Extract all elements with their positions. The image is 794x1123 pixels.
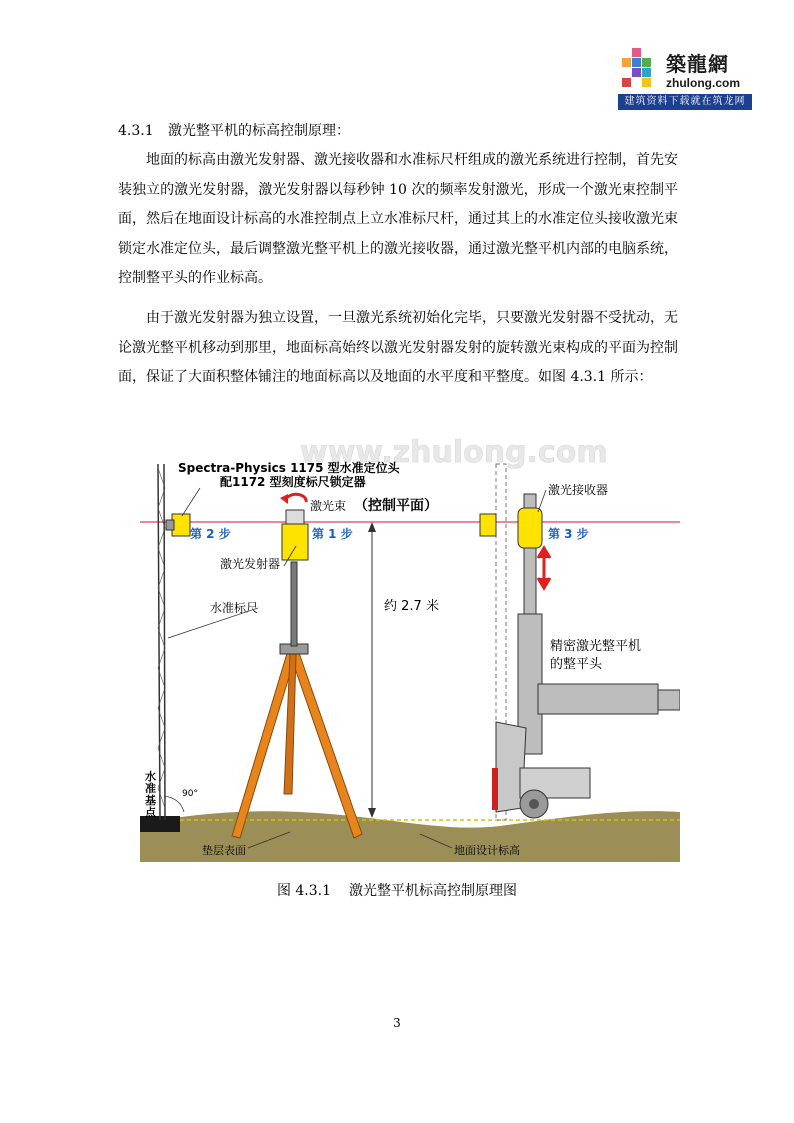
- right-staff-level-head: [480, 514, 496, 536]
- section-title: 激光整平机的标高控制原理：: [168, 123, 350, 139]
- rotation-arrowhead: [280, 494, 288, 504]
- figure-caption: [0, 880, 794, 900]
- screed-blade: [492, 768, 498, 810]
- design-level-label: 地面设计标高: [454, 844, 520, 857]
- emitter-pole: [291, 562, 297, 646]
- angle-label: 90°: [182, 789, 198, 799]
- screed-label-line1: 精密激光整平机: [550, 639, 642, 654]
- section-number: 4.3.1: [118, 123, 154, 139]
- laser-emitter-top: [286, 510, 304, 524]
- logo-site: zhulong.com: [666, 76, 740, 90]
- screed-arm: [538, 684, 658, 714]
- step-1-label: 第 1 步: [312, 527, 353, 541]
- height-label: 约 2.7 米: [384, 599, 439, 614]
- control-plane-label: （控制平面）: [354, 498, 438, 514]
- logo-cubes-icon: [618, 46, 662, 92]
- logo-tagline: 建筑资料下载就在筑龙网: [618, 94, 752, 110]
- model-label-line1: Spectra-Physics 1175 型水准定位头: [178, 461, 400, 475]
- height-arrow-bottom: [368, 808, 376, 818]
- receiver-label: 激光接收器: [548, 483, 609, 497]
- benchmark-label-2: 准: [145, 782, 156, 795]
- diagram-svg: [140, 428, 680, 868]
- page-number: 3: [393, 1016, 401, 1030]
- emitter-label: 激光发射器: [220, 557, 281, 571]
- cushion-label: 垫层表面: [202, 844, 246, 857]
- screed-wheel-hub: [529, 799, 539, 809]
- staff-head-clamp: [166, 520, 174, 530]
- height-arrow-top: [368, 522, 376, 532]
- paragraph-1: 地面的标高由激光发射器、激光接收器和水准标尺杆组成的激光系统进行控制，首先安装独立的激光发射器，激光发射器以每秒钟 10 次的频率发射激光，形成一个激光束控制平面，然后在地面设计标高的水准控制点上立水准标尺杆，通过其上的水准定位头接收激光束锁定水准定位头，最后调整激光整平机上的激光接收器，通过激光整平机内部的电脑系统，控制整平头的作业标高。: [118, 152, 678, 286]
- rotation-arrow-icon: [286, 494, 306, 502]
- watermark: www.zhulong.com: [300, 435, 608, 470]
- benchmark-label-1: 水: [145, 770, 156, 783]
- staff-level-head: [172, 514, 190, 536]
- zhulong-logo: [618, 46, 752, 112]
- benchmark-label-3: 基: [145, 794, 156, 807]
- section-heading: [118, 120, 350, 140]
- caption-number: 图 4.3.1: [276, 883, 332, 899]
- logo-title: 築龍網: [666, 52, 729, 76]
- model-label-line2: 配1172 型刻度标尺锁定器: [220, 475, 366, 489]
- benchmark-label-4: 点: [145, 806, 156, 819]
- beam-label: 激光束: [310, 499, 347, 513]
- screed-label-line2: 的整平头: [550, 657, 603, 672]
- laser-emitter-body: [282, 524, 308, 560]
- leader-lines: [168, 488, 546, 848]
- adjust-arrow-icon: [538, 548, 550, 588]
- staff-label: 水准标尺: [210, 601, 259, 615]
- paragraph-2: 由于激光发射器为独立设置，一旦激光系统初始化完毕，只要激光发射器不受扰动，无论激光整平机移动到那里，地面标高始终以激光发射器发射的旋转激光束构成的平面为控制面，保证了大面积整体铺注的地面标高以及地面的水平度和平整度。如图 4.3.1 所示：: [118, 310, 678, 385]
- step-2-label: 第 2 步: [190, 527, 231, 541]
- screed-arm-tip: [658, 690, 680, 710]
- laser-receiver: [518, 508, 542, 548]
- step-3-label: 第 3 步: [548, 527, 589, 541]
- figure-diagram: [140, 428, 680, 868]
- tripod-leg-right: [290, 650, 362, 838]
- angle-arc: [164, 796, 184, 812]
- caption-title: 激光整平机标高控制原理图: [349, 883, 518, 899]
